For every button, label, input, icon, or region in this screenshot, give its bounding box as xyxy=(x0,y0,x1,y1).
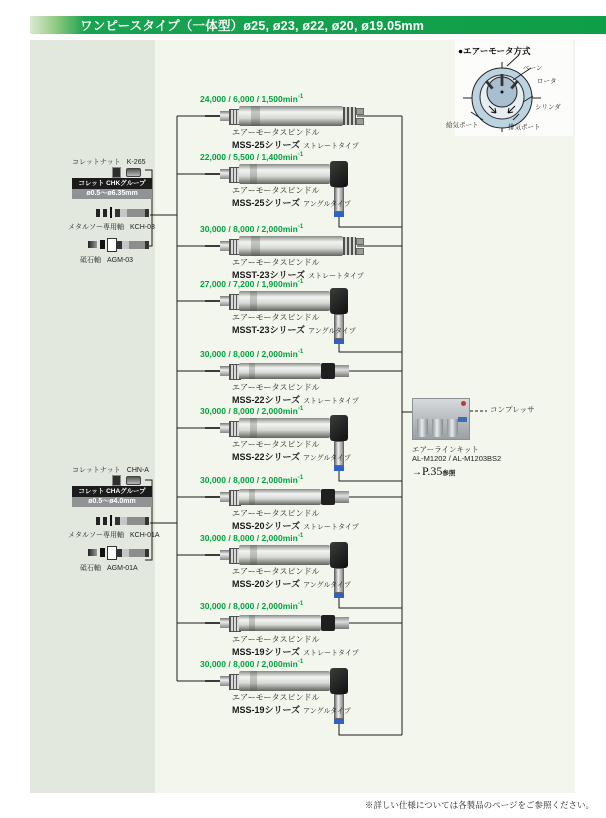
collet-nose xyxy=(220,169,229,179)
collet-nut-row-label xyxy=(72,157,145,167)
spindle-body xyxy=(239,489,321,505)
collet-nut-model: CHN-A xyxy=(126,467,149,474)
product-name-line1: エアーモータスピンドル xyxy=(232,567,320,576)
angle-head xyxy=(330,668,348,694)
speed-spec xyxy=(200,279,303,289)
collet-nose xyxy=(220,111,229,121)
spindle-body xyxy=(239,545,330,565)
spindle-body xyxy=(239,615,321,631)
speed-exponent: -1 xyxy=(297,475,304,482)
collet-group-title-bar: コレット CHKグループ xyxy=(72,178,152,189)
speed-exponent: -1 xyxy=(297,601,304,608)
collet-group-title-bar: コレット CHAグループ xyxy=(72,486,152,497)
wheel-arbor-label: 砥石軸 xyxy=(80,565,101,572)
saw-washer-icon xyxy=(110,207,112,218)
speed-spec xyxy=(200,94,303,104)
speed-values: 30,000 / 8,000 / 2,000 xyxy=(200,475,283,485)
rear-band xyxy=(321,489,335,505)
product-series: MSS-19シリーズ xyxy=(232,704,301,715)
speed-spec xyxy=(200,601,303,611)
product-type: ストレートタイプ xyxy=(303,523,359,531)
collet-nose xyxy=(220,296,229,306)
speed-spec xyxy=(200,475,303,485)
speed-unit: min xyxy=(282,533,298,543)
speed-values: 30,000 / 8,000 / 2,000 xyxy=(200,601,283,611)
spindle-body xyxy=(239,291,330,311)
rear-cap xyxy=(335,365,349,377)
speed-unit: min xyxy=(282,279,298,289)
speed-unit: min xyxy=(282,349,298,359)
product-name xyxy=(232,635,359,659)
speed-spec xyxy=(200,152,303,162)
speed-unit: min xyxy=(282,94,298,104)
compressor-label: コンプレッサ xyxy=(490,405,535,414)
product-series: MSST-23シリーズ xyxy=(232,324,306,335)
spindle-body xyxy=(239,164,330,184)
reference-page-number: P.35 xyxy=(422,464,443,478)
wheel-pin-icon xyxy=(88,241,97,248)
wheel-arbor-shaft-icon xyxy=(117,241,149,249)
product-name-line1: エアーモータスピンドル xyxy=(232,440,320,449)
speed-values: 30,000 / 8,000 / 2,000 xyxy=(200,533,283,543)
rear-band xyxy=(321,615,335,631)
product-msst23-angle xyxy=(177,279,417,359)
collet-nut-model: K-265 xyxy=(126,159,146,166)
product-type: ストレートタイプ xyxy=(303,397,359,405)
page-title: ワンピースタイプ（一体型）ø25, ø23, ø22, ø20, ø19.05mm xyxy=(80,19,425,33)
speed-exponent: -1 xyxy=(297,152,304,159)
speed-spec xyxy=(200,533,303,543)
speed-spec xyxy=(200,349,303,359)
speed-spec xyxy=(200,224,303,234)
speed-exponent: -1 xyxy=(297,659,304,666)
spindle-rear xyxy=(343,237,356,255)
saw-arbor-row-label xyxy=(68,222,155,232)
collet-nose xyxy=(220,241,229,251)
hose-fitting-tip xyxy=(334,593,344,598)
rotor-label: ロータ xyxy=(537,78,557,85)
saw-washer-icon xyxy=(110,515,112,526)
product-name xyxy=(232,313,356,337)
product-name-line1: エアーモータスピンドル xyxy=(232,693,320,702)
product-type: アングルタイプ xyxy=(303,200,351,208)
speed-values: 22,000 / 5,500 / 1,400 xyxy=(200,152,283,162)
speed-values: 30,000 / 8,000 / 2,000 xyxy=(200,349,283,359)
product-name xyxy=(232,567,351,591)
spindle-rear xyxy=(343,107,356,125)
collet-nut-icon xyxy=(112,475,121,486)
speed-exponent: -1 xyxy=(297,533,304,540)
product-type: アングルタイプ xyxy=(303,707,351,715)
airline-kit-name: エアーラインキット xyxy=(412,445,479,454)
product-mss22-angle xyxy=(177,406,417,486)
product-series: MSS-22シリーズ xyxy=(232,451,301,462)
speed-values: 30,000 / 8,000 / 2,000 xyxy=(200,406,283,416)
spindle-body xyxy=(239,363,321,379)
product-name-line1: エアーモータスピンドル xyxy=(232,635,320,644)
wheel-arbor-row-label xyxy=(80,563,138,573)
wheel-collar-icon xyxy=(100,548,105,557)
air-nipple-top xyxy=(356,238,364,245)
collet-nose xyxy=(220,492,229,502)
air-nipple-bottom xyxy=(356,248,364,255)
product-mss19-angle xyxy=(177,659,417,739)
product-name xyxy=(232,693,351,717)
air-nipple-top xyxy=(356,108,364,115)
product-type: アングルタイプ xyxy=(303,581,351,589)
speed-unit: min xyxy=(282,152,298,162)
product-name-line1: エアーモータスピンドル xyxy=(232,509,320,518)
angle-head xyxy=(330,161,348,187)
speed-values: 30,000 / 8,000 / 2,000 xyxy=(200,659,283,669)
spindle-body xyxy=(239,236,343,256)
product-series: MSS-20シリーズ xyxy=(232,578,301,589)
angle-head xyxy=(330,415,348,441)
intake-port-label: 給気ポート xyxy=(446,122,479,129)
air-regulator-unit-icon xyxy=(432,419,443,437)
saw-arbor-shaft-icon xyxy=(115,209,149,217)
product-name-line1: エアーモータスピンドル xyxy=(232,186,320,195)
angle-head xyxy=(330,542,348,568)
collet-nut-label: コレットナット xyxy=(72,467,121,474)
product-name-line1: エアーモータスピンドル xyxy=(232,313,320,322)
collet-nose xyxy=(220,366,229,376)
product-series: MSS-22シリーズ xyxy=(232,394,301,405)
speed-unit: min xyxy=(282,475,298,485)
angle-head xyxy=(330,288,348,314)
product-series: MSS-25シリーズ xyxy=(232,197,301,208)
product-name xyxy=(232,383,359,407)
hose-fitting-tip xyxy=(334,466,344,471)
collet-nose xyxy=(220,618,229,628)
product-type: ストレートタイプ xyxy=(303,649,359,657)
speed-exponent: -1 xyxy=(297,94,304,101)
collet-nose xyxy=(220,550,229,560)
hose-fitting-tip xyxy=(334,719,344,724)
saw-arbor-model: KCH-03 xyxy=(130,224,155,231)
exhaust-port-label: 排気ポート xyxy=(508,124,541,131)
product-name-line1: エアーモータスピンドル xyxy=(232,128,320,137)
wheel-arbor-model: AGM-03 xyxy=(107,257,134,264)
collet-group-chk xyxy=(60,155,162,267)
rear-cap xyxy=(335,491,349,503)
saw-spacer-icon xyxy=(103,517,107,525)
collet-group-cha xyxy=(60,463,162,575)
speed-exponent: -1 xyxy=(297,349,304,356)
product-mss25-angle xyxy=(177,152,417,232)
collet-nose xyxy=(220,423,229,433)
product-name xyxy=(232,128,359,152)
footnote-text: ※詳しい仕様については各製品のページをご参照ください。 xyxy=(364,800,594,810)
collet-range-bar: ø0.5～ø6.35mm xyxy=(72,189,152,199)
product-series: MSS-19シリーズ xyxy=(232,646,301,657)
rear-cap xyxy=(335,617,349,629)
wheel-arbor-row-label xyxy=(80,255,133,265)
speed-values: 30,000 / 8,000 / 2,000 xyxy=(200,224,283,234)
air-lubricator-unit-icon xyxy=(447,419,458,437)
hose-fitting-tip xyxy=(334,212,344,217)
speed-exponent: -1 xyxy=(297,279,304,286)
product-series: MSS-20シリーズ xyxy=(232,520,301,531)
product-name-line1: エアーモータスピンドル xyxy=(232,258,320,267)
spindle-body xyxy=(239,106,343,126)
air-motor-title: ●エアーモータ方式 xyxy=(458,46,531,56)
product-type: ストレートタイプ xyxy=(308,272,364,280)
wheel-arbor-label: 砥石軸 xyxy=(80,257,101,264)
product-type: アングルタイプ xyxy=(308,327,356,335)
collet-nose xyxy=(220,676,229,686)
saw-arbor-row-label xyxy=(68,530,160,540)
speed-unit: min xyxy=(282,224,298,234)
speed-unit: min xyxy=(282,406,298,416)
speed-spec xyxy=(200,406,303,416)
saw-arbor-shaft-icon xyxy=(115,517,149,525)
spindle-body xyxy=(239,418,330,438)
saw-arbor-model: KCH-01A xyxy=(130,532,160,539)
product-type: アングルタイプ xyxy=(303,454,351,462)
gauge-knob-icon xyxy=(461,401,466,406)
collet-sleeve-icon xyxy=(126,476,141,485)
air-filter-unit-icon xyxy=(417,419,428,437)
product-name xyxy=(232,440,351,464)
spindle-body xyxy=(239,671,330,691)
wheel-arbor-shaft-icon xyxy=(117,549,149,557)
collet-sleeve-icon xyxy=(126,168,141,177)
reference-suffix: 参照 xyxy=(442,470,456,477)
vane-label: ベーン xyxy=(523,65,543,72)
wheel-collar-icon xyxy=(100,240,105,249)
speed-unit: min xyxy=(282,601,298,611)
rear-band xyxy=(321,363,335,379)
speed-spec xyxy=(200,659,303,669)
kit-nameplate-icon xyxy=(458,417,467,422)
speed-values: 24,000 / 6,000 / 1,500 xyxy=(200,94,283,104)
hose-fitting-tip xyxy=(334,339,344,344)
grinding-wheel-icon xyxy=(107,238,117,252)
collet-range-bar: ø0.5～ø4.0mm xyxy=(72,497,152,507)
speed-exponent: -1 xyxy=(297,406,304,413)
collet-nut-icon xyxy=(112,167,121,178)
saw-spacer-icon xyxy=(103,209,107,217)
product-series: MSST-23シリーズ xyxy=(232,269,306,280)
wheel-arbor-model: AGM-01A xyxy=(107,565,138,572)
product-name-line1: エアーモータスピンドル xyxy=(232,383,320,392)
wheel-pin-icon xyxy=(88,549,97,556)
saw-arbor-label: メタルソー専用軸 xyxy=(68,532,124,539)
page-reference xyxy=(412,462,455,480)
speed-values: 27,000 / 7,200 / 1,900 xyxy=(200,279,283,289)
airline-kit-models: AL-M1202 / AL-M1203BS2 xyxy=(412,454,502,463)
product-series: MSS-25シリーズ xyxy=(232,139,301,150)
saw-arbor-label: メタルソー専用軸 xyxy=(68,224,124,231)
cylinder-label: シリンダ xyxy=(535,104,561,111)
airline-kit-image xyxy=(412,398,470,440)
collet-nut-label: コレットナット xyxy=(72,159,121,166)
arrow-icon: → xyxy=(412,467,422,478)
product-type: ストレートタイプ xyxy=(303,142,359,150)
speed-unit: min xyxy=(282,659,298,669)
saw-blade-icon xyxy=(96,209,100,217)
product-name xyxy=(232,186,351,210)
product-name xyxy=(232,509,359,533)
collet-nut-row-label xyxy=(72,465,149,475)
air-nipple-bottom xyxy=(356,118,364,125)
grinding-wheel-icon xyxy=(107,546,117,560)
saw-blade-icon xyxy=(96,517,100,525)
speed-exponent: -1 xyxy=(297,224,304,231)
